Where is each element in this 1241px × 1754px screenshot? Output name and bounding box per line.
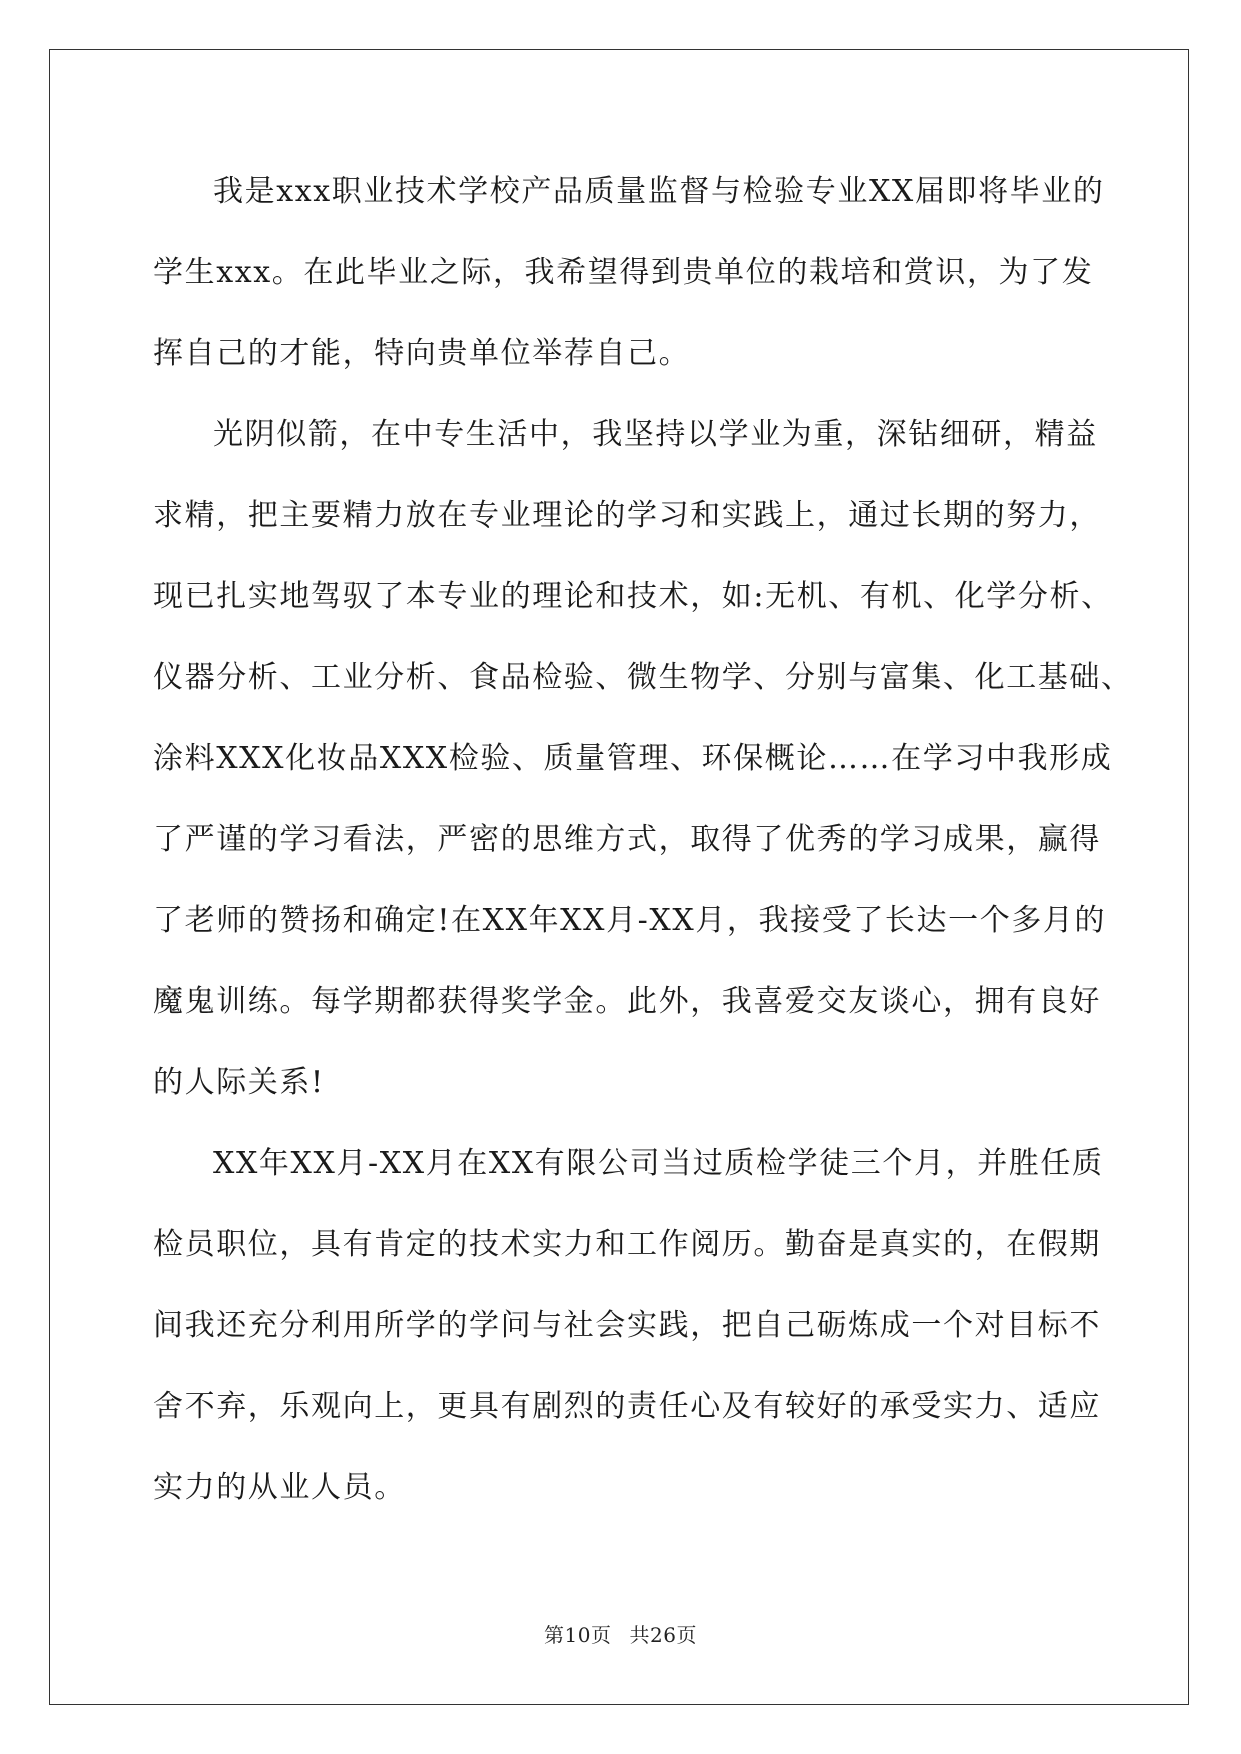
paragraph-3-line-4: 舍不弃，乐观向上，更具有剧烈的责任心及有较好的承受实力、适应 [153, 1389, 1101, 1424]
paragraph-2-line-9: 的人际关系! [153, 1065, 325, 1100]
paragraph-2-line-2: 求精，把主要精力放在专业理论的学习和实践上，通过长期的努力， [153, 498, 1101, 533]
paragraph-1-line-3: 挥自己的才能，特向贵单位举荐自己。 [153, 336, 691, 371]
paragraph-3-line-3: 间我还充分利用所学的学问与社会实践，把自己砺炼成一个对目标不 [153, 1308, 1101, 1343]
page-footer [0, 1621, 1241, 1649]
paragraph-2-line-6: 了严谨的学习看法，严密的思维方式，取得了优秀的学习成果，赢得 [153, 822, 1101, 857]
paragraph-2-line-1: 光阴似箭，在中专生活中，我坚持以学业为重，深钻细研，精益 [213, 417, 1098, 452]
document-body [153, 160, 1133, 1537]
paragraph-2-line-3: 现已扎实地驾驭了本专业的理论和技术，如:无机、有机、化学分析、 [153, 579, 1113, 614]
current-page-number: 第10页 [544, 1623, 612, 1647]
paragraph-3-line-2: 检员职位，具有肯定的技术实力和工作阅历。勤奋是真实的，在假期 [153, 1227, 1101, 1262]
total-pages: 共26页 [629, 1623, 697, 1647]
paragraph-1-line-1: 我是xxx职业技术学校产品质量监督与检验专业XX届即将毕业的 [213, 174, 1105, 209]
paragraph-1-line-2: 学生xxx。在此毕业之际，我希望得到贵单位的栽培和赏识，为了发 [153, 255, 1094, 290]
paragraph-2-line-7: 了老师的赞扬和确定!在XX年XX月-XX月，我接受了长达一个多月的 [153, 903, 1107, 938]
paragraph-3-line-5: 实力的从业人员。 [153, 1470, 406, 1505]
paragraph-2-line-8: 魔鬼训练。每学期都获得奖学金。此外，我喜爱交友谈心，拥有良好 [153, 984, 1101, 1019]
paragraph-3-line-1: XX年XX月-XX月在XX有限公司当过质检学徒三个月，并胜任质 [213, 1146, 1104, 1181]
paragraph-2-line-4: 仪器分析、工业分析、食品检验、微生物学、分别与富集、化工基础、 [153, 660, 1133, 695]
paragraph-2-line-5: 涂料XXX化妆品XXX检验、质量管理、环保概论……在学习中我形成 [153, 741, 1113, 776]
